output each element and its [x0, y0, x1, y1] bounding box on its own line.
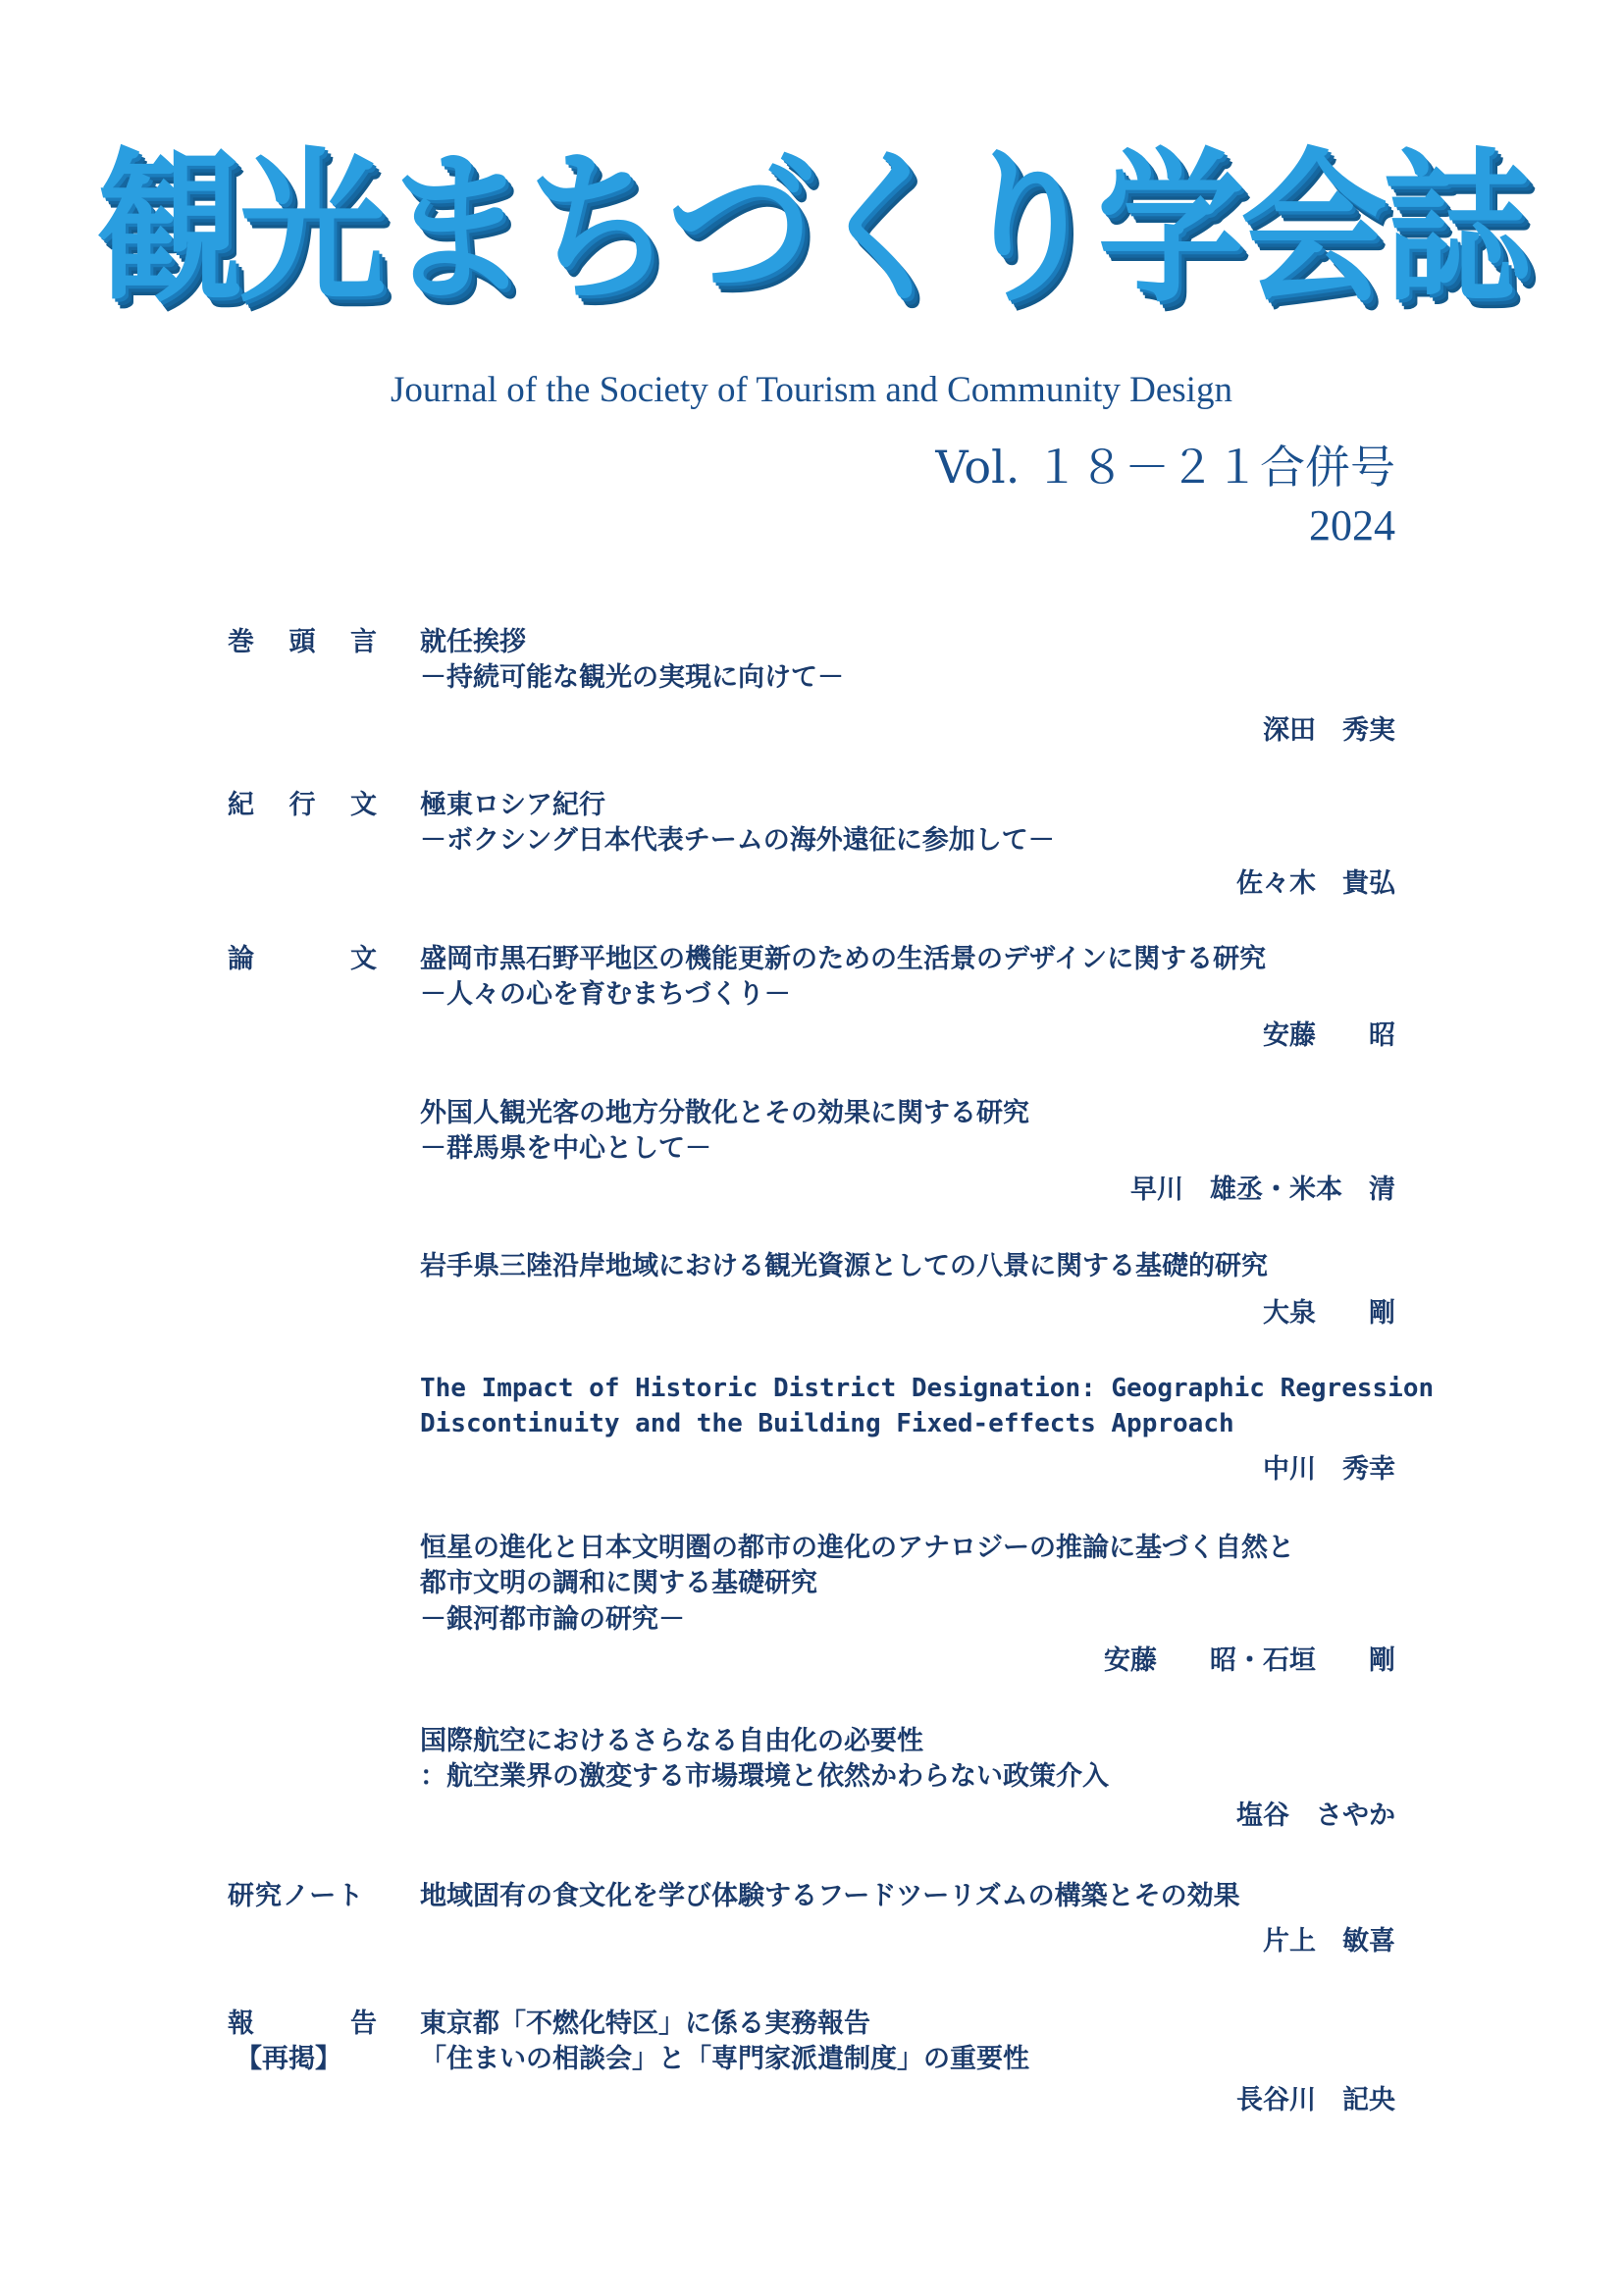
publication-year: 2024 [1309, 501, 1395, 549]
section-label-foreword: 巻 頭 言 [228, 627, 377, 657]
entry-title-line: The Impact of Historic District Designation: Geographic Regression [420, 1374, 1435, 1403]
entry-author: 中川 秀幸 [1263, 1454, 1395, 1485]
entry-author: 佐々木 貴弘 [1236, 868, 1395, 899]
journal-title-ja: 観光まちづくり学会誌 [95, 133, 1528, 326]
entry-subtitle-line: －人々の心を育むまちづくり－ [420, 979, 791, 1010]
entry-title-line: 外国人観光客の地方分散化とその効果に関する研究 [420, 1098, 1029, 1128]
entry-title-line: 東京都「不燃化特区」に係る実務報告 [420, 2009, 870, 2039]
entry-title-line: 就任挨拶 [420, 627, 526, 657]
section-label-reprint: 【再掲】 [236, 2044, 341, 2074]
entry-subtitle-line: －銀河都市論の研究－ [420, 1604, 685, 1635]
entry-author: 塩谷 さやか [1236, 1800, 1395, 1831]
entry-author: 安藤 昭 [1263, 1020, 1395, 1051]
entry-title-line: 地域固有の食文化を学び体験するフードツーリズムの構築とその効果 [420, 1881, 1240, 1911]
entry-title-line: Discontinuity and the Building Fixed-effects Approach [420, 1409, 1234, 1438]
entry-subtitle-line: －ボクシング日本代表チームの海外遠征に参加して－ [420, 825, 1055, 856]
entry-author: 大泉 剛 [1263, 1298, 1395, 1329]
entry-subtitle-line: －群馬県を中心として－ [420, 1133, 711, 1164]
entry-subtitle-line: ：航空業界の激変する市場環境と依然かわらない政策介入 [420, 1761, 1109, 1792]
section-label-travelogue: 紀 行 文 [228, 790, 377, 820]
masthead [0, 133, 1623, 326]
entry-subtitle-line: －持続可能な観光の実現に向けて－ [420, 662, 844, 693]
volume-number: Vol. １８－２１合併号 [935, 441, 1395, 494]
entry-author: 早川 雄丞・米本 清 [1130, 1174, 1395, 1205]
entry-title-line: 国際航空におけるさらなる自由化の必要性 [420, 1726, 923, 1756]
entry-author: 片上 敏喜 [1263, 1926, 1395, 1957]
entry-title-line: 恒星の進化と日本文明圏の都市の進化のアナロジーの推論に基づく自然と [420, 1533, 1294, 1563]
entry-title-line: 極東ロシア紀行 [420, 790, 605, 820]
entry-title-line: 都市文明の調和に関する基礎研究 [420, 1568, 817, 1598]
entry-title-line: 盛岡市黒石野平地区の機能更新のための生活景のデザインに関する研究 [420, 944, 1267, 974]
section-label-report: 報 告 [228, 2009, 377, 2039]
entry-author: 安藤 昭・石垣 剛 [1104, 1645, 1395, 1676]
section-label-research-note: 研究ノート [228, 1881, 365, 1911]
journal-title-en: Journal of the Society of Tourism and Community Design [391, 370, 1232, 410]
entry-title-line: 岩手県三陸沿岸地域における観光資源としての八景に関する基礎的研究 [420, 1251, 1268, 1281]
section-label-papers: 論 文 [228, 944, 377, 974]
entry-author: 長谷川 記央 [1236, 2085, 1395, 2115]
entry-author: 深田 秀実 [1263, 715, 1395, 746]
entry-title-line: 「住まいの相談会」と「専門家派遣制度」の重要性 [420, 2044, 1029, 2074]
